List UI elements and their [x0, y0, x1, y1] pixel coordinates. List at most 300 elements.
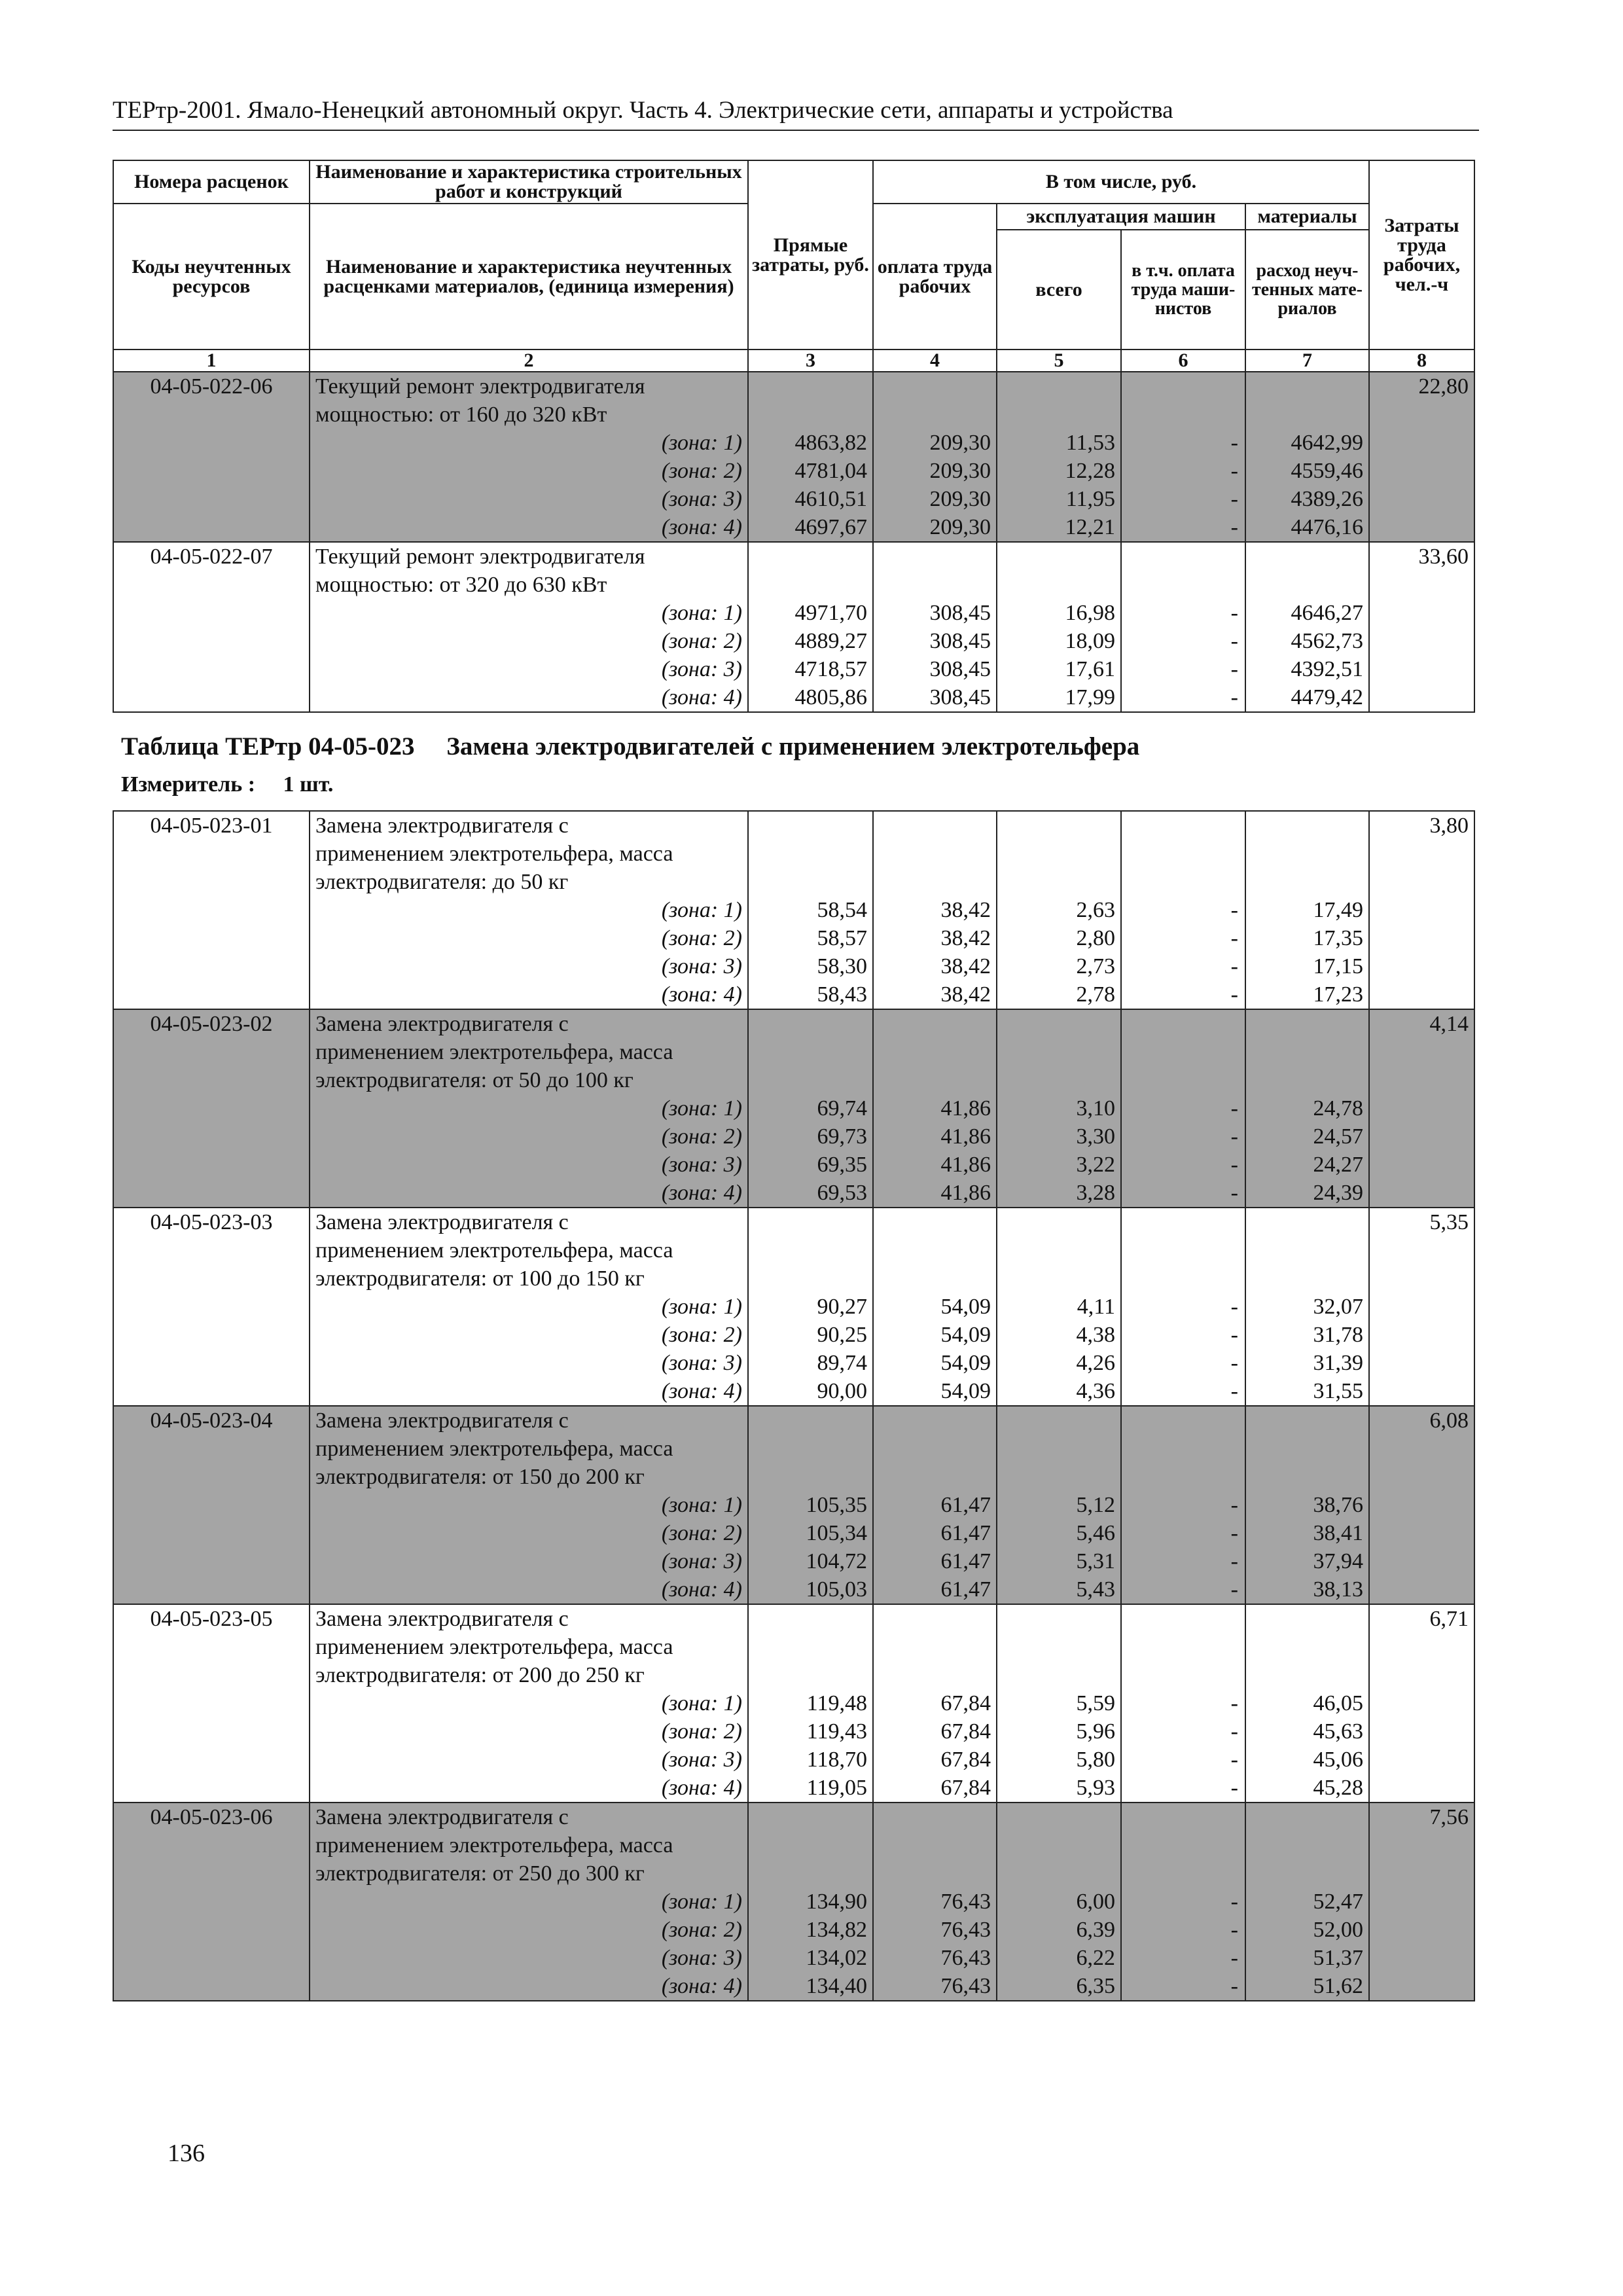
- spacer: [1003, 571, 1115, 599]
- worker-wage-cell: [873, 1803, 997, 2001]
- spacer: [1127, 1038, 1238, 1066]
- rate-row: [113, 1604, 1474, 1803]
- description-line: Замена электродвигателя с: [315, 814, 569, 838]
- worker-wage-value: 209,30: [929, 487, 991, 511]
- spacer: [879, 1803, 991, 1831]
- worker-wage-cell: [873, 811, 997, 1009]
- machinist-wage-value: -: [1230, 1719, 1238, 1744]
- worker-wage-value: 209,30: [929, 515, 991, 539]
- direct-cost-value: 105,35: [806, 1493, 867, 1517]
- direct-cost-cell: [748, 1803, 873, 2001]
- spacer: [754, 812, 867, 840]
- direct-cost-value: 119,43: [806, 1719, 867, 1744]
- description-line: электродвигателя: до 50 кг: [315, 870, 569, 894]
- materials-value: 38,76: [1313, 1493, 1363, 1517]
- spacer: [1127, 1605, 1238, 1633]
- direct-cost-value: 119,48: [806, 1691, 867, 1715]
- materials-value: 24,39: [1313, 1181, 1363, 1205]
- zone-label: (зона: 3): [661, 1153, 742, 1177]
- page-number: 136: [168, 2140, 205, 2167]
- description-line: электродвигателя: от 100 до 150 кг: [315, 1266, 645, 1291]
- col1-top-header: Номера расценок: [113, 160, 310, 204]
- spacer: [1127, 840, 1238, 868]
- spacer: [1251, 812, 1363, 840]
- measure-label: Измеритель :: [121, 772, 256, 797]
- worker-wage-value: 61,47: [940, 1577, 991, 1602]
- description-line: мощностью: от 320 до 630 кВт: [315, 573, 607, 597]
- labor-cost: 4,14: [1369, 1009, 1474, 1208]
- spacer: [879, 1831, 991, 1859]
- spacer: [1127, 571, 1238, 599]
- spacer: [879, 401, 991, 429]
- spacer: [1251, 1010, 1363, 1038]
- description-line: Замена электродвигателя с: [315, 1607, 569, 1631]
- zone-label: (зона: 2): [661, 1124, 742, 1149]
- rate-row: [113, 542, 1474, 712]
- spacer: [754, 1633, 867, 1661]
- description-line: применением электротельфера, масса: [315, 1238, 673, 1263]
- direct-cost-cell: [748, 372, 873, 542]
- materials-value: 17,15: [1313, 954, 1363, 978]
- direct-cost-cell: [748, 1604, 873, 1803]
- direct-cost-value: 118,70: [806, 1748, 867, 1772]
- spacer: [1251, 1661, 1363, 1689]
- rate-row: [113, 1406, 1474, 1604]
- spacer: [879, 1265, 991, 1293]
- col2-top-header: Наименование и характеристика строительных работ и конструкций: [310, 160, 748, 204]
- col1-bottom-header: Коды неучтенных ресурсов: [113, 204, 310, 350]
- worker-wage-value: 38,42: [940, 954, 991, 978]
- machine-total-value: 5,80: [1076, 1748, 1115, 1772]
- spacer: [879, 1010, 991, 1038]
- zone-label: (зона: 1): [661, 1890, 742, 1914]
- rate-description: [310, 1208, 748, 1406]
- zone-label: (зона: 4): [661, 1181, 742, 1205]
- labor-cost: 7,56: [1369, 1803, 1474, 2001]
- machinist-wage-value: -: [1230, 601, 1238, 625]
- rate-description: [310, 811, 748, 1009]
- materials-value: 37,94: [1313, 1549, 1363, 1573]
- direct-cost-value: 69,74: [817, 1096, 867, 1121]
- machinist-wage-value: -: [1230, 1351, 1238, 1375]
- machinist-wage-value: -: [1230, 898, 1238, 922]
- labor-cost: 3,80: [1369, 811, 1474, 1009]
- zone-label: (зона: 4): [661, 982, 742, 1007]
- machinist-wage-value: -: [1230, 954, 1238, 978]
- measure-value: 1 шт.: [283, 772, 334, 797]
- spacer: [1251, 1859, 1363, 1888]
- description-line: Замена электродвигателя с: [315, 1805, 569, 1829]
- spacer: [1127, 401, 1238, 429]
- zone-label: (зона: 4): [661, 1577, 742, 1602]
- worker-wage-cell: [873, 1208, 997, 1406]
- machinist-wage-value: -: [1230, 431, 1238, 455]
- spacer: [1251, 1038, 1363, 1066]
- description-line: мощностью: от 160 до 320 кВт: [315, 403, 607, 427]
- spacer: [1127, 1010, 1238, 1038]
- worker-wage-value: 41,86: [940, 1181, 991, 1205]
- rate-description: [310, 372, 748, 542]
- column-number: 3: [748, 350, 873, 372]
- machine-total-value: 4,36: [1076, 1379, 1115, 1403]
- spacer: [879, 1605, 991, 1633]
- machinist-wage-value: -: [1230, 1124, 1238, 1149]
- direct-cost-value: 58,57: [817, 926, 867, 950]
- spacer: [1127, 543, 1238, 571]
- materials-value: 17,23: [1313, 982, 1363, 1007]
- machine-total-value: 3,28: [1076, 1181, 1115, 1205]
- direct-cost-value: 69,53: [817, 1181, 867, 1205]
- spacer: [754, 1435, 867, 1463]
- description-line: электродвигателя: от 250 до 300 кг: [315, 1861, 645, 1886]
- worker-wage-value: 308,45: [929, 629, 991, 653]
- spacer: [1003, 1633, 1115, 1661]
- worker-wage-value: 38,42: [940, 898, 991, 922]
- direct-cost-value: 134,90: [806, 1890, 867, 1914]
- spacer: [1003, 372, 1115, 401]
- zone-label: (зона: 1): [661, 898, 742, 922]
- description-line: электродвигателя: от 150 до 200 кг: [315, 1465, 645, 1489]
- labor-cost: 33,60: [1369, 542, 1474, 712]
- machine-total-value: 3,10: [1076, 1096, 1115, 1121]
- spacer: [879, 1435, 991, 1463]
- worker-wage-value: 41,86: [940, 1096, 991, 1121]
- spacer: [754, 1831, 867, 1859]
- machine-total-value: 2,63: [1076, 898, 1115, 922]
- worker-wage-value: 38,42: [940, 926, 991, 950]
- direct-cost-value: 58,54: [817, 898, 867, 922]
- machine-total-value: 2,78: [1076, 982, 1115, 1007]
- rate-description: [310, 1009, 748, 1208]
- machine-total-value: 11,95: [1065, 487, 1115, 511]
- materials-value: 31,78: [1313, 1323, 1363, 1347]
- machine-total-value: 2,80: [1076, 926, 1115, 950]
- machinist-wage-cell: [1121, 1803, 1245, 2001]
- spacer: [1251, 1605, 1363, 1633]
- machine-total-cell: [997, 542, 1121, 712]
- table-head: [113, 160, 1474, 350]
- direct-cost-value: 69,35: [817, 1153, 867, 1177]
- spacer: [1127, 1066, 1238, 1094]
- materials-value: 4389,26: [1291, 487, 1363, 511]
- spacer: [1251, 1236, 1363, 1265]
- materials-value: 51,62: [1313, 1974, 1363, 1998]
- machinist-wage-cell: [1121, 372, 1245, 542]
- spacer: [879, 1066, 991, 1094]
- spacer: [879, 1633, 991, 1661]
- zone-label: (зона: 2): [661, 1719, 742, 1744]
- zone-label: (зона: 1): [661, 1096, 742, 1121]
- materials-value: 32,07: [1313, 1295, 1363, 1319]
- rate-code: 04-05-023-05: [113, 1604, 310, 1803]
- spacer: [879, 571, 991, 599]
- worker-wage-value: 209,30: [929, 431, 991, 455]
- machinist-wage-value: -: [1230, 1181, 1238, 1205]
- spacer: [1003, 1859, 1115, 1888]
- spacer: [1251, 543, 1363, 571]
- materials-cell: [1245, 1604, 1369, 1803]
- column-number: 4: [873, 350, 997, 372]
- spacer: [754, 372, 867, 401]
- description-line: Текущий ремонт электродвигателя: [315, 374, 645, 399]
- zone-label: (зона: 3): [661, 487, 742, 511]
- zone-label: (зона: 3): [661, 1351, 742, 1375]
- spacer: [1127, 372, 1238, 401]
- worker-wage-value: 209,30: [929, 459, 991, 483]
- direct-cost-value: 58,43: [817, 982, 867, 1007]
- materials-value: 4642,99: [1291, 431, 1363, 455]
- machinist-wage-value: -: [1230, 926, 1238, 950]
- rate-row: [113, 1803, 1474, 2001]
- spacer: [1251, 1633, 1363, 1661]
- machine-total-value: 5,96: [1076, 1719, 1115, 1744]
- spacer: [879, 868, 991, 896]
- spacer: [1127, 1435, 1238, 1463]
- column-number: 6: [1121, 350, 1245, 372]
- machinist-wage-value: -: [1230, 1890, 1238, 1914]
- materials-value: 46,05: [1313, 1691, 1363, 1715]
- materials-value: 4476,16: [1291, 515, 1363, 539]
- machine-total-value: 3,30: [1076, 1124, 1115, 1149]
- spacer: [1127, 1661, 1238, 1689]
- machine-total-cell: [997, 811, 1121, 1009]
- machinist-wage-value: -: [1230, 515, 1238, 539]
- table2-body: [113, 811, 1474, 2001]
- zone-label: (зона: 3): [661, 1549, 742, 1573]
- machine-total-cell: [997, 1009, 1121, 1208]
- zone-label: (зона: 4): [661, 515, 742, 539]
- materials-value: 31,39: [1313, 1351, 1363, 1375]
- worker-wage-value: 54,09: [940, 1323, 991, 1347]
- materials-value: 52,47: [1313, 1890, 1363, 1914]
- machinist-wage-value: -: [1230, 1549, 1238, 1573]
- spacer: [1003, 1066, 1115, 1094]
- group-header: В том числе, руб.: [873, 160, 1369, 204]
- machinist-wage-cell: [1121, 811, 1245, 1009]
- machine-total-cell: [997, 1604, 1121, 1803]
- machine-total-value: 6,39: [1076, 1918, 1115, 1942]
- zone-label: (зона: 4): [661, 1379, 742, 1403]
- table1-body: [113, 372, 1474, 712]
- spacer: [1127, 1831, 1238, 1859]
- machine-total-value: 6,35: [1076, 1974, 1115, 1998]
- zone-label: (зона: 2): [661, 1323, 742, 1347]
- spacer: [879, 1407, 991, 1435]
- machine-total-value: 17,99: [1065, 685, 1115, 709]
- machinist-wage-value: -: [1230, 1974, 1238, 1998]
- spacer: [879, 1038, 991, 1066]
- materials-cell: [1245, 811, 1369, 1009]
- materials-value: 38,13: [1313, 1577, 1363, 1602]
- labor-cost: 5,35: [1369, 1208, 1474, 1406]
- materials-value: 4392,51: [1291, 657, 1363, 681]
- description-line: электродвигателя: от 200 до 250 кг: [315, 1663, 645, 1687]
- machinist-wage-value: -: [1230, 487, 1238, 511]
- direct-cost-value: 105,34: [806, 1521, 867, 1545]
- spacer: [754, 1010, 867, 1038]
- machinist-wage-value: -: [1230, 1153, 1238, 1177]
- spacer: [1003, 1010, 1115, 1038]
- col6-header: в т.ч. оплата труда маши-нистов: [1121, 230, 1245, 350]
- worker-wage-value: 67,84: [940, 1691, 991, 1715]
- spacer: [1003, 1435, 1115, 1463]
- spacer: [1251, 1066, 1363, 1094]
- zone-label: (зона: 1): [661, 1691, 742, 1715]
- machinist-wage-value: -: [1230, 1946, 1238, 1970]
- spacer: [1003, 1407, 1115, 1435]
- zone-label: (зона: 3): [661, 1748, 742, 1772]
- labor-cost: 6,71: [1369, 1604, 1474, 1803]
- spacer: [1251, 1435, 1363, 1463]
- rate-row: [113, 372, 1474, 542]
- rate-description: [310, 1406, 748, 1604]
- spacer: [879, 1236, 991, 1265]
- spacer: [879, 1661, 991, 1689]
- machinist-wage-value: -: [1230, 1776, 1238, 1800]
- spacer: [879, 543, 991, 571]
- machine-total-value: 5,59: [1076, 1691, 1115, 1715]
- spacer: [754, 401, 867, 429]
- spacer: [1251, 401, 1363, 429]
- machinist-wage-cell: [1121, 1604, 1245, 1803]
- machinist-wage-value: -: [1230, 685, 1238, 709]
- column-number: 1: [113, 350, 310, 372]
- spacer: [1127, 1265, 1238, 1293]
- column-number: 5: [997, 350, 1121, 372]
- direct-cost-cell: [748, 1009, 873, 1208]
- materials-value: 24,57: [1313, 1124, 1363, 1149]
- column-number: 7: [1245, 350, 1369, 372]
- machine-total-value: 5,12: [1076, 1493, 1115, 1517]
- spacer: [1003, 812, 1115, 840]
- materials-value: 4646,27: [1291, 601, 1363, 625]
- col4-header: оплата труда рабочих: [873, 204, 997, 350]
- direct-cost-value: 134,40: [806, 1974, 867, 1998]
- machine-total-value: 2,73: [1076, 954, 1115, 978]
- rate-row: [113, 811, 1474, 1009]
- spacer: [754, 1038, 867, 1066]
- spacer: [754, 1605, 867, 1633]
- direct-cost-cell: [748, 1406, 873, 1604]
- description-line: применением электротельфера, масса: [315, 1833, 673, 1857]
- col5-header: всего: [997, 230, 1121, 350]
- worker-wage-value: 67,84: [940, 1719, 991, 1744]
- spacer: [1003, 1236, 1115, 1265]
- worker-wage-cell: [873, 1604, 997, 1803]
- spacer: [1251, 571, 1363, 599]
- worker-wage-value: 38,42: [940, 982, 991, 1007]
- spacer: [1003, 1803, 1115, 1831]
- spacer: [1003, 1038, 1115, 1066]
- spacer: [879, 372, 991, 401]
- worker-wage-value: 76,43: [940, 1890, 991, 1914]
- materials-value: 51,37: [1313, 1946, 1363, 1970]
- direct-cost-cell: [748, 1208, 873, 1406]
- rates-table-04-05-023: [113, 810, 1475, 2001]
- machinist-wage-value: -: [1230, 982, 1238, 1007]
- machinist-wage-value: -: [1230, 1379, 1238, 1403]
- description-line: применением электротельфера, масса: [315, 842, 673, 866]
- spacer: [1127, 868, 1238, 896]
- spacer: [1251, 1803, 1363, 1831]
- spacer: [754, 840, 867, 868]
- spacer: [754, 571, 867, 599]
- materials-cell: [1245, 1406, 1369, 1604]
- spacer: [1003, 1831, 1115, 1859]
- labor-cost: 22,80: [1369, 372, 1474, 542]
- zone-label: (зона: 4): [661, 1974, 742, 1998]
- machinist-wage-value: -: [1230, 1577, 1238, 1602]
- spacer: [1127, 1633, 1238, 1661]
- rate-code: 04-05-022-06: [113, 372, 310, 542]
- zone-label: (зона: 1): [661, 1493, 742, 1517]
- rate-description: [310, 1604, 748, 1803]
- spacer: [879, 1463, 991, 1491]
- worker-wage-cell: [873, 1406, 997, 1604]
- machine-total-value: 17,61: [1065, 657, 1115, 681]
- materials-value: 52,00: [1313, 1918, 1363, 1942]
- spacer: [879, 1208, 991, 1236]
- worker-wage-value: 54,09: [940, 1351, 991, 1375]
- materials-header: материалы: [1245, 204, 1369, 230]
- machine-total-cell: [997, 372, 1121, 542]
- direct-cost-value: 4889,27: [794, 629, 867, 653]
- worker-wage-value: 61,47: [940, 1549, 991, 1573]
- zone-label: (зона: 3): [661, 1946, 742, 1970]
- spacer: [754, 1407, 867, 1435]
- machinist-wage-value: -: [1230, 1918, 1238, 1942]
- materials-value: 24,78: [1313, 1096, 1363, 1121]
- machinist-wage-cell: [1121, 542, 1245, 712]
- machine-total-value: 12,28: [1065, 459, 1115, 483]
- worker-wage-value: 308,45: [929, 685, 991, 709]
- materials-value: 4479,42: [1291, 685, 1363, 709]
- spacer: [879, 812, 991, 840]
- description-line: Замена электродвигателя с: [315, 1012, 569, 1036]
- rate-row: [113, 1208, 1474, 1406]
- column-number: 2: [310, 350, 748, 372]
- machine-total-value: 16,98: [1065, 601, 1115, 625]
- materials-value: 45,63: [1313, 1719, 1363, 1744]
- machinist-wage-value: -: [1230, 657, 1238, 681]
- worker-wage-value: 308,45: [929, 601, 991, 625]
- rate-code: 04-05-023-06: [113, 1803, 310, 2001]
- spacer: [754, 1236, 867, 1265]
- worker-wage-value: 67,84: [940, 1776, 991, 1800]
- spacer: [1003, 868, 1115, 896]
- machines-header: эксплуатация машин: [997, 204, 1245, 230]
- direct-cost-value: 90,27: [817, 1295, 867, 1319]
- column-numbers: [113, 350, 1474, 372]
- spacer: [1251, 1407, 1363, 1435]
- worker-wage-cell: [873, 542, 997, 712]
- zone-label: (зона: 1): [661, 431, 742, 455]
- page-header: ТЕРтр-2001. Ямало-Ненецкий автономный округ. Часть 4. Электрические сети, аппараты и устройства: [113, 96, 1479, 131]
- spacer: [1003, 1661, 1115, 1689]
- col7-header: расход неуч-тенных мате-риалов: [1245, 230, 1369, 350]
- direct-cost-value: 105,03: [806, 1577, 867, 1602]
- machine-total-value: 11,53: [1065, 431, 1115, 455]
- materials-value: 17,35: [1313, 926, 1363, 950]
- rate-code: 04-05-022-07: [113, 542, 310, 712]
- spacer: [1251, 1463, 1363, 1491]
- direct-cost-value: 4971,70: [794, 601, 867, 625]
- worker-wage-value: 67,84: [940, 1748, 991, 1772]
- materials-cell: [1245, 1803, 1369, 2001]
- rate-code: 04-05-023-02: [113, 1009, 310, 1208]
- direct-cost-value: 104,72: [806, 1549, 867, 1573]
- worker-wage-value: 308,45: [929, 657, 991, 681]
